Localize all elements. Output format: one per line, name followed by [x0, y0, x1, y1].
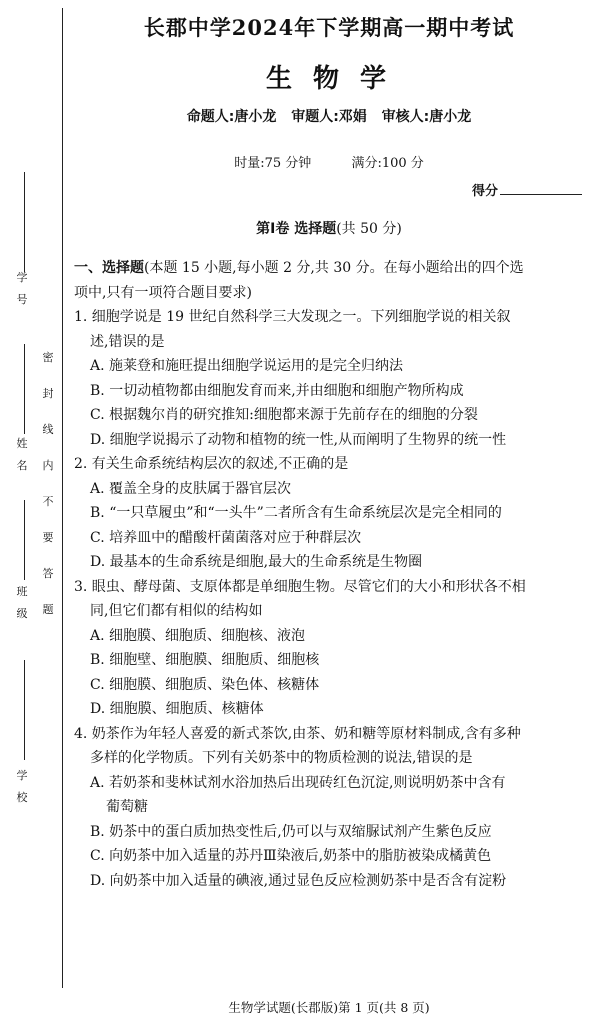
section-name: 第Ⅰ卷 选择题 — [256, 221, 337, 237]
score-label: 得分 — [471, 184, 498, 199]
seal-char: 答 — [42, 567, 54, 580]
option-c: C. 培养皿中的醋酸杆菌菌落对应于种群层次 — [90, 529, 362, 546]
option-a: 葡萄糖 — [106, 799, 148, 815]
question-stem-line: 2. 有关生命系统结构层次的叙述,不正确的是 — [74, 456, 349, 472]
option-a: A. 细胞膜、细胞质、细胞核、液泡 — [90, 627, 306, 644]
xuexiao-blank — [24, 660, 25, 760]
authors-line: 命题人:唐小龙 审题人:邓娟 审核人:唐小龙 — [186, 109, 472, 125]
option-c: C. 根据魏尔肖的研究推知:细胞都来源于先前存在的细胞的分裂 — [90, 407, 478, 423]
full-score: 满分:100 分 — [351, 156, 424, 171]
score-blank — [500, 182, 582, 195]
xuexiao-label: 学 校 — [16, 769, 28, 804]
question-2 — [74, 452, 586, 575]
option-b: B. “一只草履虫”和“一头牛”二者所含有生命系统层次是完全相同的 — [90, 505, 502, 521]
score-field — [472, 180, 582, 199]
question-4 — [74, 722, 586, 894]
seal-char: 题 — [42, 603, 54, 616]
question-stem-line: 述,错误的是 — [90, 333, 165, 350]
option-d: D. 最基本的生命系统是细胞,最大的生命系统是生物圈 — [90, 554, 423, 570]
subject-title: 生 物 学 — [265, 64, 393, 94]
option-d: D. 细胞膜、细胞质、核糖体 — [90, 701, 264, 717]
question-list — [74, 305, 586, 893]
option-a: A. 施莱登和施旺提出细胞学说运用的是完全归纳法 — [90, 358, 404, 374]
banji-label: 班 级 — [16, 585, 28, 620]
seal-char: 线 — [42, 423, 54, 436]
seal-char: 不 — [42, 495, 54, 508]
part-desc-2: 项中,只有一项符合题目要求) — [74, 284, 252, 301]
part-instructions — [74, 256, 586, 281]
option-d: D. 向奶茶中加入适量的碘液,通过显色反应检测奶茶中是否含有淀粉 — [90, 872, 507, 889]
seal-char: 密 — [42, 351, 54, 364]
page-footer: 生物学试题(长郡版)第 1 页(共 8 页) — [228, 1000, 430, 1015]
question-3 — [74, 575, 586, 722]
section-points: (共 50 分) — [336, 221, 402, 237]
xuehao-label: 学 号 — [16, 271, 28, 306]
question-stem-line: 4. 奶茶作为年轻人喜爱的新式茶饮,由茶、奶和糖等原材料制成,含有多种 — [74, 725, 521, 742]
xuehao-blank — [24, 172, 25, 272]
option-b: B. 一切动植物都由细胞发育而来,并由细胞和细胞产物所构成 — [90, 382, 464, 399]
part-label: 一、选择题 — [74, 260, 144, 276]
seal-char: 内 — [42, 459, 54, 472]
xingming-blank — [24, 344, 25, 434]
seal-char: 封 — [42, 387, 54, 400]
question-area — [74, 256, 586, 893]
seal-char: 要 — [42, 531, 54, 544]
option-a: A. 覆盖全身的皮肤属于器官层次 — [90, 480, 292, 497]
time-limit: 时量:75 分钟 — [234, 156, 312, 171]
question-stem-line: 3. 眼虫、酵母菌、支原体都是单细胞生物。尽管它们的大小和形状各不相 — [74, 578, 526, 595]
banji-blank — [24, 500, 25, 580]
part-desc-1: (本题 15 小题,每小题 2 分,共 30 分。在每小题给出的四个选 — [144, 260, 524, 276]
option-a: A. 若奶茶和斐林试剂水浴加热后出现砖红色沉淀,则说明奶茶中含有 — [90, 774, 506, 791]
seal-line-notice — [42, 340, 54, 628]
question-stem-line: 多样的化学物质。下列有关奶茶中的物质检测的说法,错误的是 — [90, 750, 473, 766]
option-c: C. 向奶茶中加入适量的苏丹Ⅲ染液后,奶茶中的脂肪被染成橘黄色 — [90, 848, 492, 864]
question-1 — [74, 305, 586, 452]
question-stem-line: 同,但它们都有相似的结构如 — [90, 603, 263, 619]
option-c: C. 细胞膜、细胞质、染色体、核糖体 — [90, 676, 320, 693]
xingming-label: 姓 名 — [16, 437, 28, 472]
option-b: B. 细胞壁、细胞膜、细胞质、细胞核 — [90, 652, 320, 668]
section-title — [62, 218, 596, 238]
option-b: B. 奶茶中的蛋白质加热变性后,仍可以与双缩脲试剂产生紫色反应 — [90, 823, 492, 840]
exam-title: 长郡中学2024年下学期高一期中考试 — [143, 15, 515, 40]
question-stem-line: 1. 细胞学说是 19 世纪自然科学三大发现之一。下列细胞学说的相关叙 — [74, 309, 511, 325]
option-d: D. 细胞学说揭示了动物和植物的统一性,从而阐明了生物界的统一性 — [90, 431, 507, 448]
exam-meta — [62, 152, 596, 171]
